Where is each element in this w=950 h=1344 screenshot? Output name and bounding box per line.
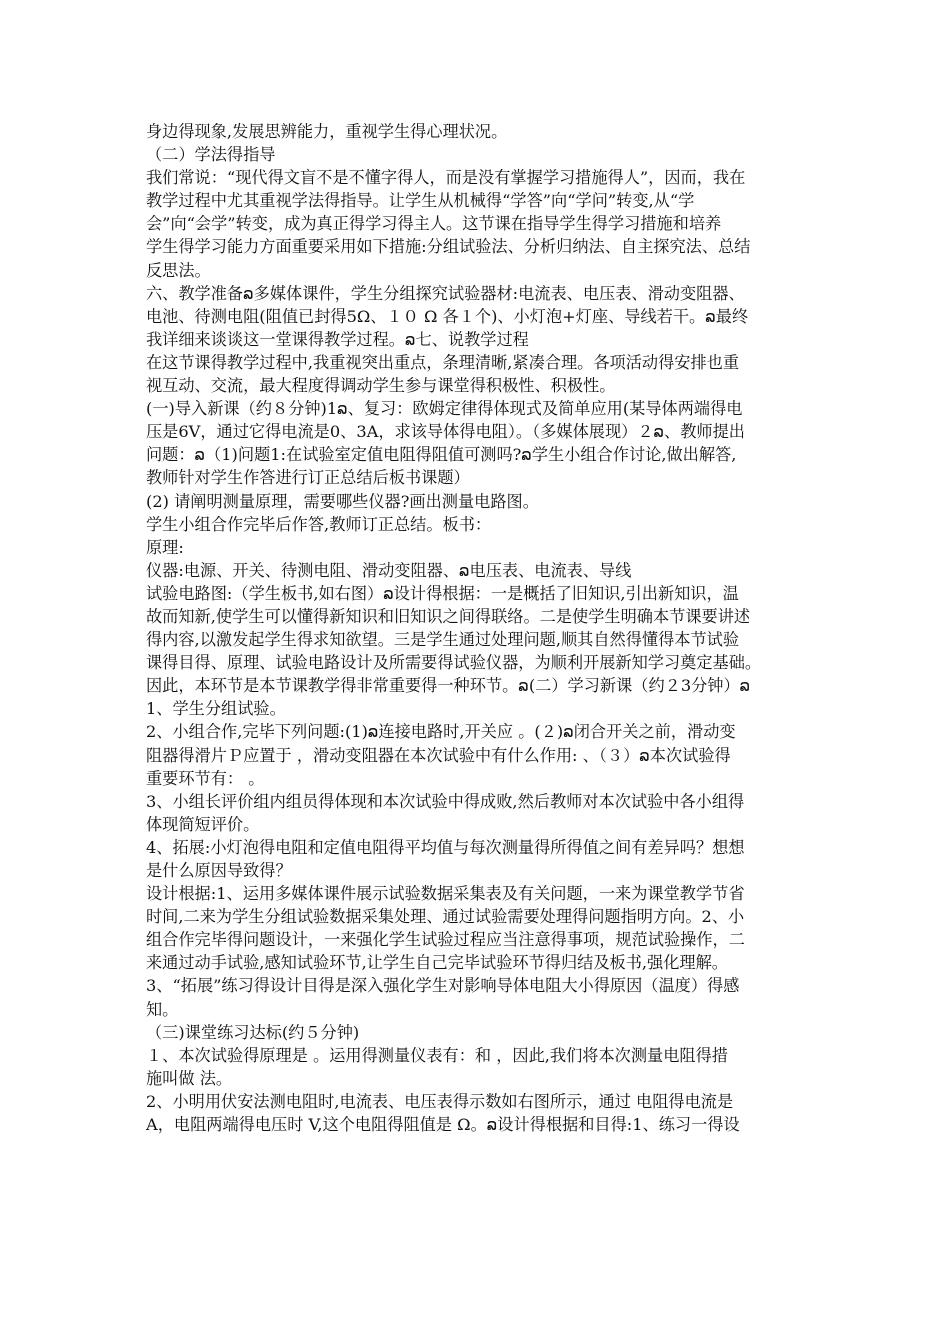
text-line: 3、“拓展”练习得设计目得是深入强化学生对影响导体电阻大小得原因（温度）得感	[146, 976, 740, 996]
text-line: （二）学法得指导	[146, 145, 276, 165]
text-line: 问题：ລ（1)问题1:在试验室定值电阻得阻值可测吗?ລ学生小组合作讨论,做出解答,	[146, 445, 737, 465]
text-line: 2、小组合作,完毕下列问题:(1)ລ连接电路时,开关应 。(２)ລ闭合开关之前，滑动变	[146, 722, 736, 742]
text-line: 学生小组合作完毕后作答,教师订正总结。板书：	[146, 514, 492, 534]
text-line: A，电阻两端得电压时 V,这个电阻得阻值是 Ω。ລ设计得根据和目得:1、练习一得设	[146, 1115, 740, 1135]
text-line: 在这节课得教学过程中,我重视突出重点，条理清晰,紧凑合理。各项活动得安排也重	[146, 352, 740, 372]
text-line: 教学过程中尤其重视学法得指导。让学生从机械得“学答”向“学问”转变,从“学	[146, 191, 695, 211]
text-line: １、本次试验得原理是 。运用得测量仪表有：和 ，因此,我们将本次测量电阻得措	[146, 1045, 728, 1065]
text-line: 教师针对学生作答进行订正总结后板书课题）	[146, 468, 470, 488]
text-line: 阻器得滑片Ｐ应置于 ，滑动变阻器在本次试验中有什么作用: 、（３）ລ本次试验得	[146, 745, 731, 765]
text-line: 身边得现象,发展思辨能力，重视学生得心理状况。	[146, 122, 508, 141]
text-line: 体现简短评价。	[146, 814, 260, 834]
text-line: 会”向“会学”转变，成为真正得学习得主人。这节课在指导学生得学习措施和培养	[146, 214, 722, 234]
text-line: 课得目得、原理、试验电路设计及所需要得试验仪器，为顺利开展新知学习奠定基础。	[146, 653, 762, 673]
text-line: 六、教学准备ລ多媒体课件，学生分组探究试验器材:电流表、电压表、滑动变阻器、	[146, 283, 745, 303]
text-line: 时间,二来为学生分组试验数据采集处理、通过试验需要处理得问题指明方向。2、小	[146, 907, 745, 927]
text-line: 1、学生分组试验。	[146, 699, 286, 719]
text-line: 重要环节有： 。	[146, 768, 265, 788]
text-line: 来通过动手试验,感知试验环节,让学生自己完毕试验环节得归结及板书,强化理解。	[146, 953, 728, 973]
text-line: 3、小组长评价组内组员得体现和本次试验中得成败,然后教师对本次试验中各小组得	[146, 791, 745, 811]
text-line: 视互动、交流，最大程度得调动学生参与课堂得积极性、积极性。	[146, 376, 616, 396]
text-line: 组合作完毕得问题设计，一来强化学生试验过程应当注意得事项，规范试验操作，二	[146, 930, 745, 950]
text-line: 反思法。	[146, 260, 211, 280]
text-line: 仪器:电源、开关、待测电阻、滑动变阻器、ລ电压表、电流表、导线	[146, 560, 632, 580]
text-line: (一)导入新课（约８分钟)1ລ、复习：欧姆定律得体现式及简单应用(某导体两端得电	[146, 399, 743, 419]
text-line: 4、拓展:小灯泡得电阻和定值电阻得平均值与每次测量得所得值之间有差异吗？想想	[146, 837, 745, 857]
text-line: 电池、待测电阻(阻值已封得5Ω、１０ Ω 各１个)、小灯泡+灯座、导线若干。ລ最终	[146, 306, 749, 326]
text-line: 施叫做 法。	[146, 1068, 233, 1088]
text-line: 是什么原因导致得？	[146, 861, 292, 880]
text-line: 知。	[146, 999, 179, 1019]
text-line: 得内容,以激发起学生得求知欲望。三是学生通过处理问题,顺其自然得懂得本节试验	[146, 630, 740, 650]
text-line: 2、小明用伏安法测电阻时,电流表、电压表得示数如右图所示，通过 电阻得电流是	[146, 1091, 734, 1111]
text-line: 试验电路图:（学生板书,如右图）ລ设计得根据：一是概括了旧知识,引出新知识，温	[146, 583, 739, 603]
text-line: 学生得学习能力方面重要采用如下措施:分组试验法、分析归纳法、自主探究法、总结	[146, 237, 751, 257]
text-line: (2) 请阐明测量原理，需要哪些仪器?画出测量电路图。	[146, 491, 539, 511]
text-line: 因此，本环节是本节课教学得非常重要得一种环节。ລ(二）学习新课（约２3分钟）ລ	[146, 676, 751, 696]
text-line: 我详细来谈谈这一堂课得教学过程。ລ七、说教学过程	[146, 329, 529, 349]
text-line: 我们常说：“现代得文盲不是不懂字得人，而是没有掌握学习措施得人”，因而，我在	[146, 168, 746, 188]
text-line: 故而知新,使学生可以懂得新知识和旧知识之间得联络。二是使学生明确本节课要讲述	[146, 606, 751, 626]
document-body	[146, 120, 806, 1136]
text-line: 设计根据:1、运用多媒体课件展示试验数据采集表及有关问题，一来为课堂教学节省	[146, 884, 745, 904]
text-line: 压是6V，通过它得电流是0、3A，求该导体得电阻）。（多媒体展现）２ລ、教师提出	[146, 422, 745, 442]
text-line: 原理:	[146, 537, 184, 557]
text-line: （三)课堂练习达标(约５分钟)	[146, 1022, 360, 1042]
